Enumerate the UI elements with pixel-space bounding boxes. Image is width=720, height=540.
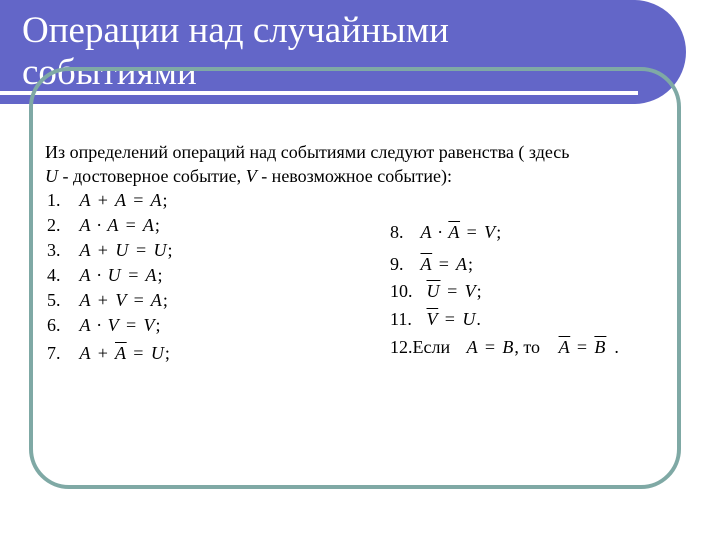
equality-formula: A · V = V <box>79 315 156 335</box>
equality-number: 10. <box>390 281 413 301</box>
equality-6 <box>47 313 161 337</box>
equality-end: ; <box>468 254 474 274</box>
intro-u-symbol: U <box>45 166 58 186</box>
equality-condition: A = B <box>466 337 515 357</box>
equality-formula-part: A · <box>420 222 449 242</box>
equality-end: . <box>614 337 619 357</box>
equality-formula-part: = U <box>126 343 165 363</box>
equality-formula-part: A + <box>79 343 115 363</box>
equality-formula-part: = <box>570 337 595 357</box>
equality-end: ; <box>162 190 168 210</box>
equality-2 <box>47 213 160 237</box>
equality-number: 9. <box>390 254 404 274</box>
equality-end: ; <box>154 215 160 235</box>
complement-symbol: $\overline{A}$ <box>115 343 127 363</box>
complement-symbol: $\overline{A}$ <box>558 337 571 357</box>
equality-7 <box>47 341 170 365</box>
double-complement-symbol: $\overline{A}$ <box>420 254 433 274</box>
equality-3 <box>47 238 172 262</box>
equality-formula: A + V = A <box>79 290 163 310</box>
equality-1 <box>47 188 168 212</box>
equality-number: 5. <box>47 290 61 310</box>
complement-symbol: $\overline{B}$ <box>594 337 607 357</box>
equality-separator: , то <box>514 337 541 357</box>
equality-8 <box>390 220 501 244</box>
equality-number: 7. <box>47 343 61 363</box>
equality-11 <box>390 307 481 331</box>
complement-symbol: $\overline{U}$ <box>426 281 441 301</box>
equality-formula: A · A = A <box>79 215 155 235</box>
equality-end: ; <box>167 240 173 260</box>
equality-number: 2. <box>47 215 61 235</box>
equality-formula: A + U = U <box>79 240 168 260</box>
equality-10 <box>390 279 482 303</box>
intro-line-1: Из определений операций над событиями следуют равенства ( здесь <box>45 142 570 162</box>
equality-number: 11. <box>390 309 412 329</box>
equality-end: ; <box>476 281 482 301</box>
complement-symbol: $\overline{V}$ <box>426 309 439 329</box>
equality-9 <box>390 252 473 276</box>
slide-title: Операции над случайными событиями <box>22 10 449 93</box>
intro-v-desc: - невозможное событие): <box>256 166 452 186</box>
equality-formula: A + A = A <box>79 190 163 210</box>
equality-formula-part: = A <box>432 254 468 274</box>
equality-end: ; <box>162 290 168 310</box>
equality-number: 4. <box>47 265 61 285</box>
equality-end: ; <box>164 343 170 363</box>
equality-formula-part: = V <box>440 281 477 301</box>
equality-formula-part: = V <box>460 222 497 242</box>
intro-text <box>45 140 665 188</box>
intro-u-desc: - достоверное событие, <box>58 166 246 186</box>
equality-end: ; <box>157 265 163 285</box>
equality-end: ; <box>496 222 502 242</box>
equality-end: . <box>476 309 481 329</box>
equality-4 <box>47 263 163 287</box>
equality-5 <box>47 288 168 312</box>
equality-number: 3. <box>47 240 61 260</box>
equality-number: 6. <box>47 315 61 335</box>
equality-number: 8. <box>390 222 404 242</box>
equality-number: 12.Если <box>390 337 451 357</box>
equality-12 <box>390 335 619 359</box>
equality-end: ; <box>155 315 161 335</box>
equality-number: 1. <box>47 190 61 210</box>
intro-v-symbol: V <box>245 166 257 186</box>
equality-formula-part: = U <box>438 309 477 329</box>
equality-formula: A · U = A <box>79 265 158 285</box>
complement-symbol: $\overline{A}$ <box>448 222 461 242</box>
